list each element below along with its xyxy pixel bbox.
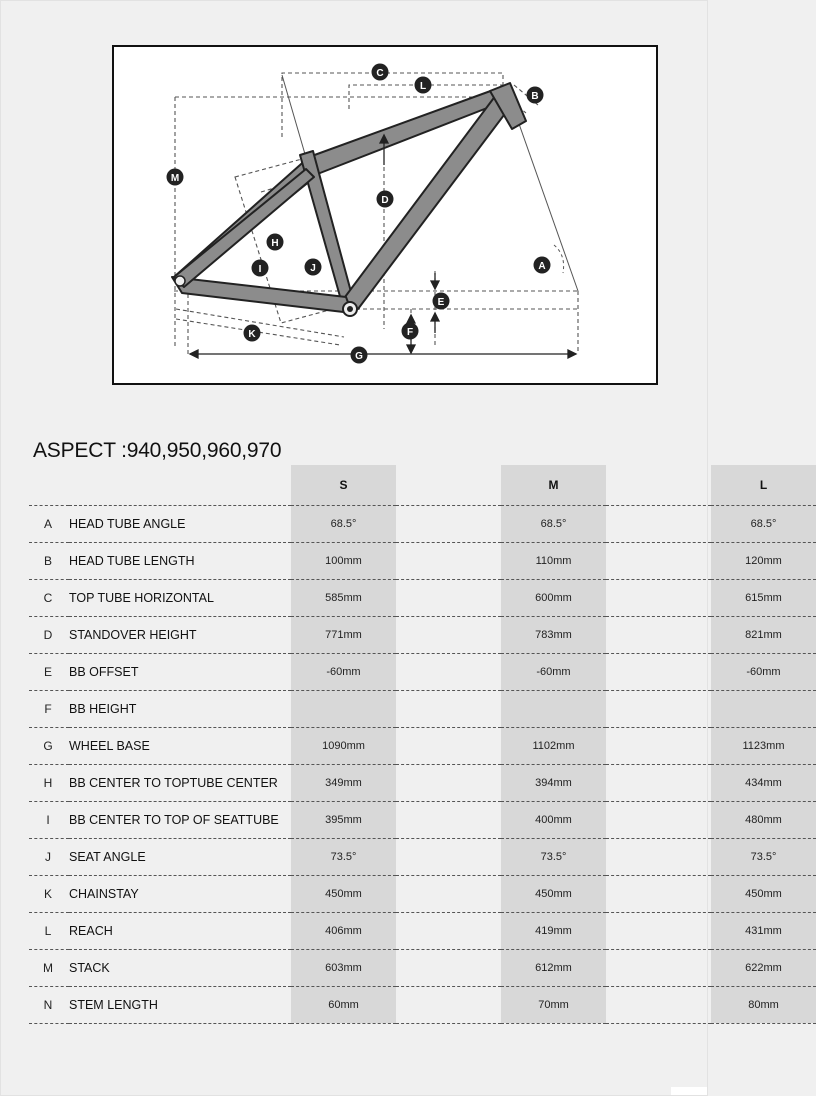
label-a-badge xyxy=(534,257,551,274)
gap-cell xyxy=(396,690,501,727)
value-size-m: 612mm xyxy=(501,949,606,986)
value-size-l: 120mm xyxy=(711,542,816,579)
svg-text:F: F xyxy=(406,327,414,338)
header-size-l: L xyxy=(711,465,816,505)
gap-cell xyxy=(396,949,501,986)
value-size-s: 771mm xyxy=(291,616,396,653)
value-size-l: 1123mm xyxy=(711,727,816,764)
header-letter xyxy=(29,465,69,505)
value-size-s: 603mm xyxy=(291,949,396,986)
svg-text:G: G xyxy=(355,351,363,362)
table-row xyxy=(29,875,816,912)
label-f-badge xyxy=(402,323,419,340)
row-letter: K xyxy=(29,875,69,912)
svg-text:A: A xyxy=(538,261,546,272)
label-g-badge xyxy=(351,347,368,364)
gap-cell xyxy=(606,801,711,838)
svg-text:J: J xyxy=(310,263,316,274)
geometry-table xyxy=(29,465,816,1024)
label-k-badge xyxy=(244,325,261,342)
value-size-s: 450mm xyxy=(291,875,396,912)
value-size-m: -60mm xyxy=(501,653,606,690)
gap-cell xyxy=(606,838,711,875)
value-size-l: 68.5° xyxy=(711,505,816,542)
svg-text:B: B xyxy=(531,91,539,102)
value-size-m: 450mm xyxy=(501,875,606,912)
gap-cell xyxy=(396,579,501,616)
svg-text:E: E xyxy=(437,297,445,308)
value-size-m: 394mm xyxy=(501,764,606,801)
row-name: BB CENTER TO TOPTUBE CENTER xyxy=(69,764,291,801)
table-row xyxy=(29,801,816,838)
row-letter: C xyxy=(29,579,69,616)
gap-cell xyxy=(606,727,711,764)
label-m-badge xyxy=(167,169,184,186)
row-letter: E xyxy=(29,653,69,690)
table-row xyxy=(29,690,816,727)
row-letter: B xyxy=(29,542,69,579)
gap-cell xyxy=(606,542,711,579)
table-row xyxy=(29,838,816,875)
value-size-l: 622mm xyxy=(711,949,816,986)
table-row xyxy=(29,653,816,690)
value-size-m: 68.5° xyxy=(501,505,606,542)
gap-cell xyxy=(396,616,501,653)
gap-cell xyxy=(396,912,501,949)
gap-cell xyxy=(396,727,501,764)
row-letter: I xyxy=(29,801,69,838)
svg-text:M: M xyxy=(170,173,180,184)
gap-cell xyxy=(606,653,711,690)
value-size-m: 1102mm xyxy=(501,727,606,764)
value-size-l: 434mm xyxy=(711,764,816,801)
row-name: BB HEIGHT xyxy=(69,690,291,727)
label-l-badge xyxy=(415,77,432,94)
table-row xyxy=(29,727,816,764)
gap-cell xyxy=(396,653,501,690)
value-size-m: 400mm xyxy=(501,801,606,838)
value-size-s: 60mm xyxy=(291,986,396,1023)
value-size-m: 419mm xyxy=(501,912,606,949)
row-name: BB OFFSET xyxy=(69,653,291,690)
svg-text:I: I xyxy=(258,264,262,275)
value-size-l: 821mm xyxy=(711,616,816,653)
row-letter: A xyxy=(29,505,69,542)
row-letter: D xyxy=(29,616,69,653)
value-size-l: -60mm xyxy=(711,653,816,690)
value-size-s: 73.5° xyxy=(291,838,396,875)
label-d-badge xyxy=(377,191,394,208)
label-c-badge xyxy=(372,64,389,81)
row-name: STEM LENGTH xyxy=(69,986,291,1023)
table-row xyxy=(29,986,816,1023)
label-e-badge xyxy=(433,293,450,310)
gap-cell xyxy=(606,875,711,912)
value-size-l: 80mm xyxy=(711,986,816,1023)
value-size-s: 349mm xyxy=(291,764,396,801)
svg-text:L: L xyxy=(419,81,427,92)
row-name: HEAD TUBE LENGTH xyxy=(69,542,291,579)
value-size-l: 73.5° xyxy=(711,838,816,875)
value-size-s: 100mm xyxy=(291,542,396,579)
header-size-s: S xyxy=(291,465,396,505)
row-name: SEAT ANGLE xyxy=(69,838,291,875)
row-letter: G xyxy=(29,727,69,764)
gap-cell xyxy=(606,912,711,949)
bike-frame-drawing xyxy=(114,47,656,383)
table-row xyxy=(29,912,816,949)
value-size-s: 585mm xyxy=(291,579,396,616)
value-size-m: 70mm xyxy=(501,986,606,1023)
header-size-m: M xyxy=(501,465,606,505)
row-name: REACH xyxy=(69,912,291,949)
row-name: STACK xyxy=(69,949,291,986)
svg-text:H: H xyxy=(271,238,279,249)
row-letter: N xyxy=(29,986,69,1023)
row-name: CHAINSTAY xyxy=(69,875,291,912)
table-header-row xyxy=(29,465,816,505)
svg-text:C: C xyxy=(376,68,384,79)
gap-cell xyxy=(396,801,501,838)
value-size-l: 450mm xyxy=(711,875,816,912)
table-row xyxy=(29,505,816,542)
value-size-m: 73.5° xyxy=(501,838,606,875)
gap-cell xyxy=(396,764,501,801)
value-size-l: 431mm xyxy=(711,912,816,949)
row-name: HEAD TUBE ANGLE xyxy=(69,505,291,542)
gap-cell xyxy=(606,986,711,1023)
value-size-s: 1090mm xyxy=(291,727,396,764)
gap-cell xyxy=(606,949,711,986)
frame-geometry-diagram xyxy=(112,45,658,385)
label-i-badge xyxy=(252,260,269,277)
label-j-badge xyxy=(305,259,322,276)
header-gap xyxy=(606,465,711,505)
table-body xyxy=(29,505,816,1023)
row-letter: H xyxy=(29,764,69,801)
table-row xyxy=(29,949,816,986)
row-name: STANDOVER HEIGHT xyxy=(69,616,291,653)
row-letter: F xyxy=(29,690,69,727)
table-row xyxy=(29,616,816,653)
value-size-l: 480mm xyxy=(711,801,816,838)
svg-text:K: K xyxy=(248,329,256,340)
value-size-s xyxy=(291,690,396,727)
value-size-s: 395mm xyxy=(291,801,396,838)
row-letter: L xyxy=(29,912,69,949)
row-letter: M xyxy=(29,949,69,986)
gap-cell xyxy=(606,579,711,616)
svg-text:D: D xyxy=(381,195,389,206)
value-size-s: -60mm xyxy=(291,653,396,690)
row-name: WHEEL BASE xyxy=(69,727,291,764)
table-row xyxy=(29,764,816,801)
value-size-m: 110mm xyxy=(501,542,606,579)
gap-cell xyxy=(606,616,711,653)
value-size-l xyxy=(711,690,816,727)
gap-cell xyxy=(396,875,501,912)
gap-cell xyxy=(396,838,501,875)
row-letter: J xyxy=(29,838,69,875)
header-gap xyxy=(396,465,501,505)
gap-cell xyxy=(606,690,711,727)
value-size-s: 68.5° xyxy=(291,505,396,542)
label-h-badge xyxy=(267,234,284,251)
row-name: BB CENTER TO TOP OF SEATTUBE xyxy=(69,801,291,838)
table-row xyxy=(29,542,816,579)
value-size-m xyxy=(501,690,606,727)
corner-patch xyxy=(671,1087,707,1095)
label-b-badge xyxy=(527,87,544,104)
value-size-l: 615mm xyxy=(711,579,816,616)
row-name: TOP TUBE HORIZONTAL xyxy=(69,579,291,616)
value-size-s: 406mm xyxy=(291,912,396,949)
value-size-m: 783mm xyxy=(501,616,606,653)
gap-cell xyxy=(606,764,711,801)
table-row xyxy=(29,579,816,616)
gap-cell xyxy=(396,542,501,579)
gap-cell xyxy=(396,505,501,542)
gap-cell xyxy=(396,986,501,1023)
value-size-m: 600mm xyxy=(501,579,606,616)
geometry-title: ASPECT :940,950,960,970 xyxy=(33,439,282,462)
gap-cell xyxy=(606,505,711,542)
header-name xyxy=(69,465,291,505)
